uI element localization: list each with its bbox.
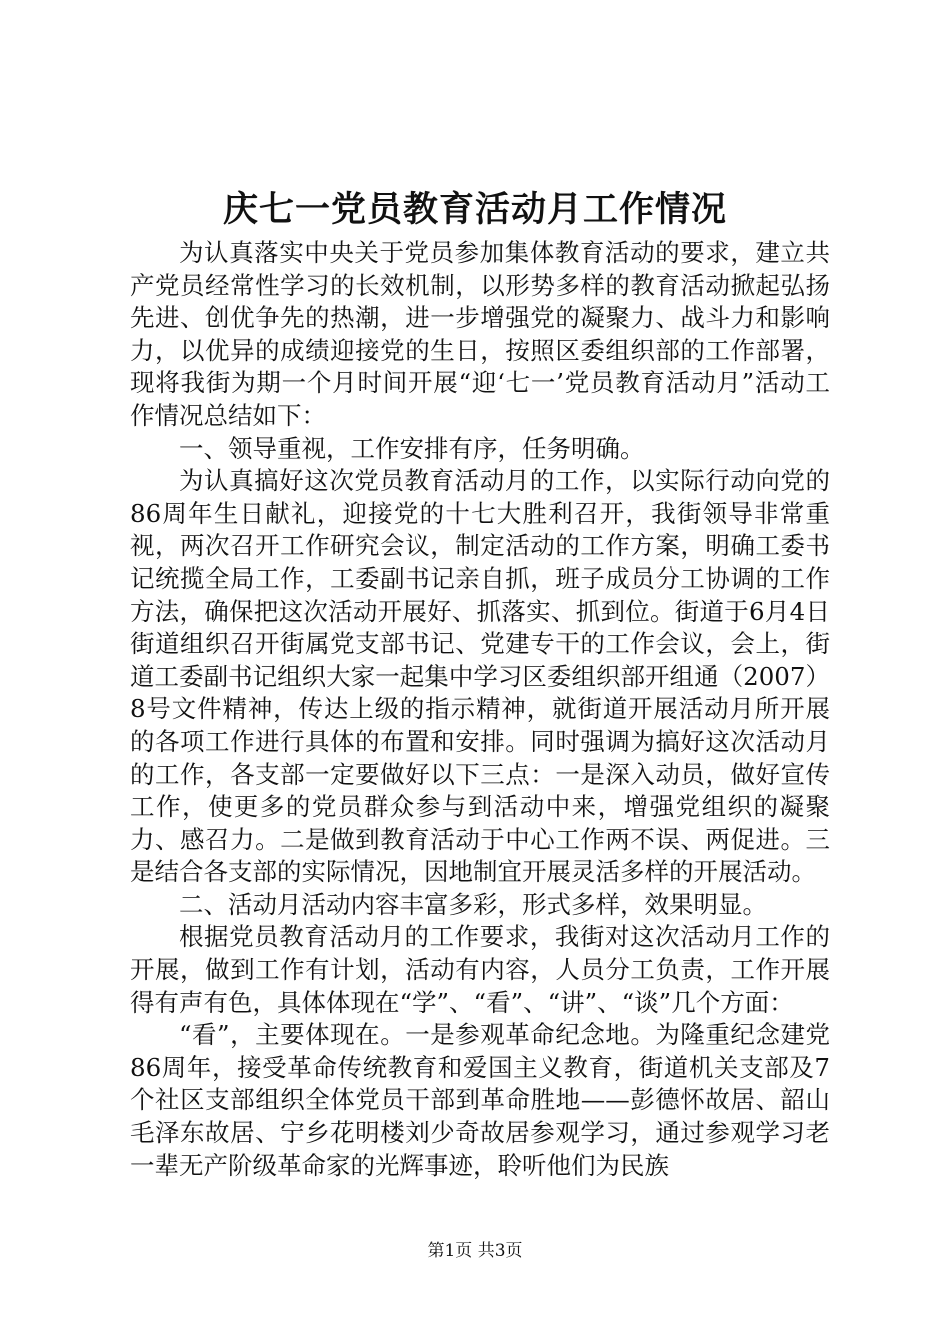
- section-heading-2: 二、活动月活动内容丰富多彩，形式多样，效果明显。: [179, 889, 767, 919]
- paragraph-visits: “看”，主要体现在。一是参观革命纪念地。为隆重纪念建党86周年，接受革命传统教育和爱国主义教育，街道机关支部及7个社区支部组织全体党员干部到革命胜地——彭德怀故居、韶山毛泽东故居、宁乡花明楼刘少奇故居参观学习，通过参观学习老一辈无产阶级革命家的光辉事迹，聆听他们为民族: [130, 1020, 830, 1180]
- paragraph-intro: 为认真落实中央关于党员参加集体教育活动的要求，建立共产党员经常性学习的长效机制，以形势多样的教育活动掀起弘扬先进、创优争先的热潮，进一步增强党的凝聚力、战斗力和影响力，以优异的成绩迎接党的生日，按照区委组织部的工作部署，现将我街为期一个月时间开展“迎‘七一’党员教育活动月”活动工作情况总结如下：: [130, 238, 830, 430]
- section-heading-1: 一、领导重视，工作安排有序，任务明确。: [179, 433, 645, 463]
- paragraph-leadership: 为认真搞好这次党员教育活动月的工作，以实际行动向党的86周年生日献礼，迎接党的十七大胜利召开，我街领导非常重视，两次召开工作研究会议，制定活动的工作方案，明确工委书记统揽全局工作，工委副书记亲自抓，班子成员分工协调的工作方法，确保把这次活动开展好、抓落实、抓到位。街道于6月4日街道组织召开街属党支部书记、党建专干的工作会议，会上，街道工委副书记组织大家一起集中学习区委组织部开组通（2007）8号文件精神，传达上级的指示精神，就街道开展活动月所开展的各项工作进行具体的布置和安排。同时强调为搞好这次活动月的工作，各支部一定要做好以下三点：一是深入动员，做好宣传工作，使更多的党员群众参与到活动中来，增强党组织的凝聚力、感召力。二是做到教育活动于中心工作两不误、两促进。三是结合各支部的实际情况，因地制宜开展灵活多样的开展活动。: [130, 466, 830, 887]
- page-number: 第1页 共3页: [427, 1241, 523, 1261]
- document-body: [130, 237, 830, 1182]
- paragraph-activities: 根据党员教育活动月的工作要求，我街对这次活动月工作的开展，做到工作有计划，活动有内容，人员分工负责，工作开展得有声有色，具体体现在“学”、“看”、“讲”、“谈”几个方面：: [130, 922, 830, 1017]
- document-title: 庆七一党员教育活动月工作情况: [222, 189, 727, 230]
